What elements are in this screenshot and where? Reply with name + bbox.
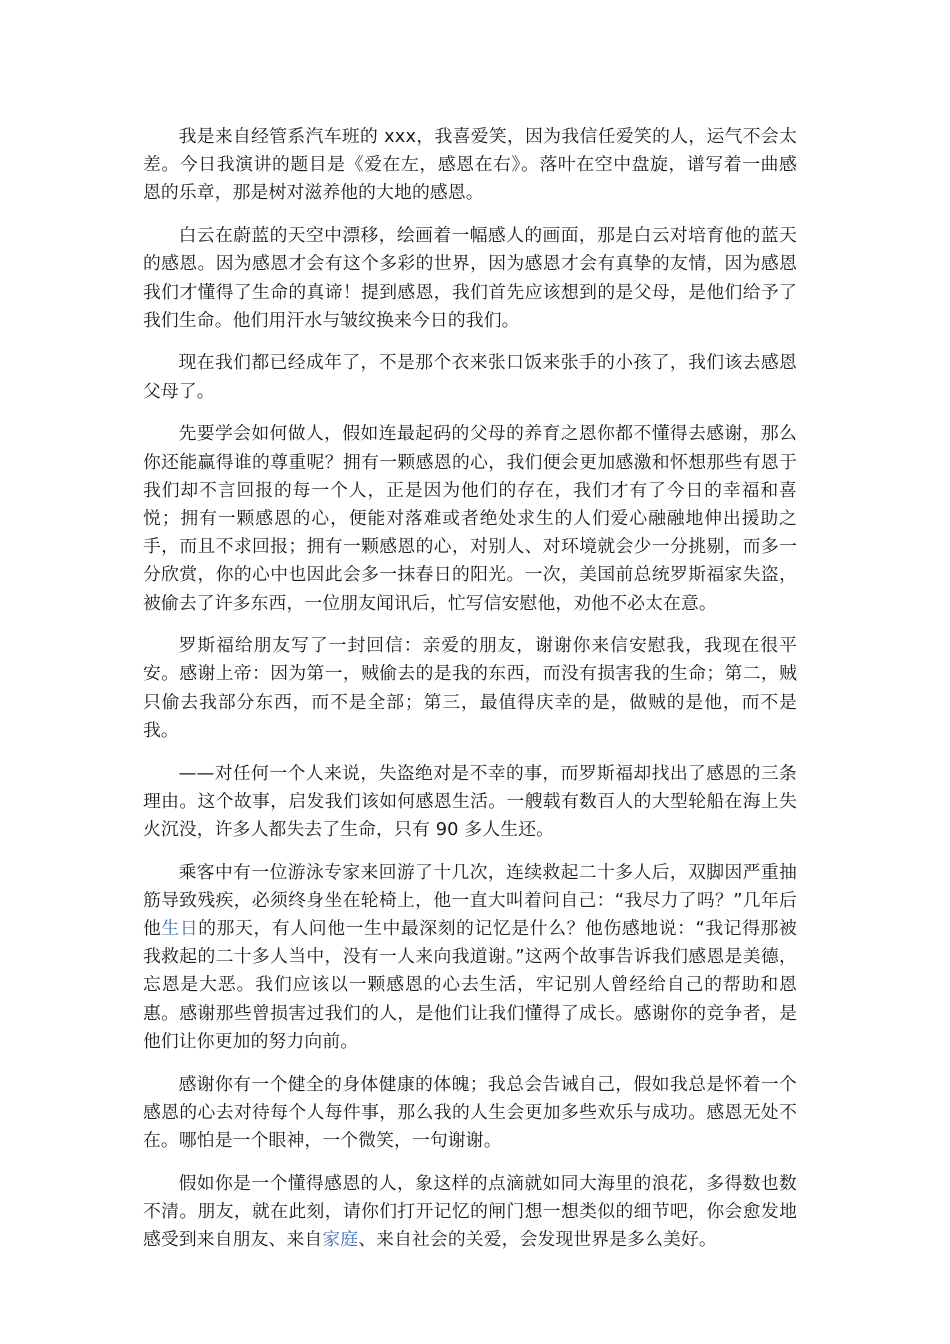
paragraph-text: 我是来自经管系汽车班的 xxx，我喜爱笑，因为我信任爱笑的人，运气不会太差。今日我演讲的题目是《爱在左，感恩在右》。落叶在空中盘旋，谱写着一曲感恩的乐章，那是树对滋养他的大地的感恩。 [143, 126, 797, 204]
document-body [143, 123, 797, 1269]
paragraph-text: 、来自社会的关爱，会发现世界是多么美好。 [358, 1229, 717, 1251]
paragraph-2 [143, 222, 797, 335]
family-link[interactable]: 家庭 [322, 1229, 359, 1251]
paragraph-5 [143, 632, 797, 745]
birthday-link[interactable]: 生日 [161, 918, 199, 940]
paragraph-text: ——对任何一个人来说，失盗绝对是不幸的事，而罗斯福却找出了感恩的三条理由。这个故事，启发我们该如何感恩生活。一艘载有数百人的大型轮船在海上失火沉没，许多人都失去了生命，只有 90 多人生还。 [143, 762, 797, 840]
paragraph-text: 的那天，有人问他一生中最深刻的记忆是什么？他伤感地说：“我记得那被我救起的二十多人当中，没有一人来向我道谢。”这两个故事告诉我们感恩是美德，忘恩是大恶。我们应该以一颗感恩的心去生活，牢记别人曾经给自己的帮助和恩惠。感谢那些曾损害过我们的人，是他们让我们懂得了成长。感谢你的竞争者，是他们让你更加的努力向前。 [143, 918, 797, 1052]
paragraph-8 [143, 1071, 797, 1156]
paragraph-text: 乘客中有一位游泳专家来回游了十几次，连续救起二十多人后，双脚因严重抽筋导致残疾，必须终身坐在轮椅上，他一直大叫着问自己：“我尽力了吗？”几年后他 [143, 861, 797, 940]
paragraph-1 [143, 123, 797, 208]
paragraph-text: 罗斯福给朋友写了一封回信：亲爱的朋友，谢谢你来信安慰我，我现在很平安。感谢上帝：因为第一，贼偷去的是我的东西，而没有损害我的生命；第二，贼只偷去我部分东西，而不是全部；第三，最值得庆幸的是，做贼的是他，而不是我。 [143, 635, 797, 741]
paragraph-9 [143, 1170, 797, 1255]
paragraph-3 [143, 349, 797, 405]
paragraph-7 [143, 859, 797, 1056]
paragraph-6 [143, 760, 797, 845]
paragraph-text: 白云在蔚蓝的天空中漂移，绘画着一幅感人的画面，那是白云对培育他的蓝天的感恩。因为感恩才会有这个多彩的世界，因为感恩才会有真挚的友情，因为感恩我们才懂得了生命的真谛！提到感恩，我们首先应该想到的是父母，是他们给予了我们生命。他们用汗水与皱纹换来今日的我们。 [143, 225, 797, 331]
paragraph-4 [143, 420, 797, 617]
paragraph-text: 现在我们都已经成年了，不是那个衣来张口饭来张手的小孩了，我们该去感恩父母了。 [143, 352, 797, 402]
paragraph-text: 假如你是一个懂得感恩的人，象这样的点滴就如同大海里的浪花，多得数也数不清。朋友，就在此刻，请你们打开记忆的闸门想一想类似的细节吧，你会愈发地感受到来自朋友、来自 [143, 1172, 797, 1251]
paragraph-text: 先要学会如何做人，假如连最起码的父母的养育之恩你都不懂得去感谢，那么你还能赢得谁的尊重呢？拥有一颗感恩的心，我们便会更加感激和怀想那些有恩于我们却不言回报的每一个人，正是因为他们的存在，我们才有了今日的幸福和喜悦；拥有一颗感恩的心，便能对落难或者绝处求生的人们爱心融融地伸出援助之手，而且不求回报；拥有一颗感恩的心，对别人、对环境就会少一分挑剔，而多一分欣赏，你的心中也因此会多一抹春日的阳光。一次，美国前总统罗斯福家失盗，被偷去了许多东西，一位朋友闻讯后，忙写信安慰他，劝他不必太在意。 [143, 423, 797, 614]
paragraph-text: 感谢你有一个健全的身体健康的体魄；我总会告诫自己，假如我总是怀着一个感恩的心去对待每个人每件事，那么我的人生会更加多些欢乐与成功。感恩无处不在。哪怕是一个眼神，一个微笑，一句谢谢。 [143, 1073, 797, 1151]
